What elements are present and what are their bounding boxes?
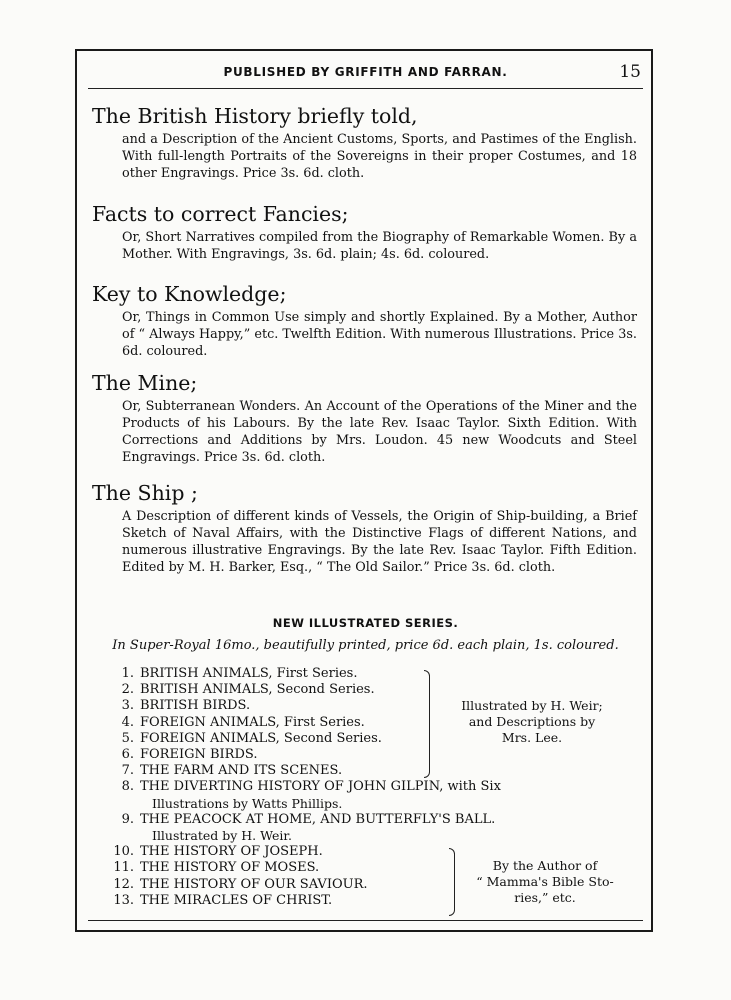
- entry-the-mine: [92, 371, 637, 466]
- list-item: 9. THE PEACOCK AT HOME, AND BUTTERFLY'S BALL. Illustrated by H. Weir.: [108, 812, 638, 844]
- brace-icon: [449, 848, 455, 916]
- list-item: 11. THE HISTORY OF MOSES.: [113, 860, 320, 876]
- brace-icon: [424, 670, 430, 778]
- page-number: 15: [619, 62, 641, 82]
- entry-facts-to-correct-fancies: [92, 202, 637, 263]
- list-item: 13. THE MIRACLES OF CHRIST.: [113, 892, 333, 908]
- entry-title: The Ship ;: [92, 481, 198, 505]
- series-author-note: By the Author of “ Mamma's Bible Sto- ries,” etc.: [476, 858, 614, 905]
- list-item: 10. THE HISTORY OF JOSEPH.: [113, 844, 323, 860]
- list-item-continuation: Illustrations by Watts Phillips.: [152, 795, 343, 811]
- publisher-heading: PUBLISHED BY GRIFFITH AND FARRAN.: [223, 65, 508, 79]
- entry-title: The British History briefly told,: [92, 104, 418, 128]
- list-item: 2. BRITISH ANIMALS, Second Series.: [121, 682, 375, 698]
- list-item: 7. THE FARM AND ITS SCENES.: [121, 763, 343, 779]
- entry-the-ship: [92, 481, 637, 576]
- list-item-continuation: Illustrated by H. Weir.: [152, 827, 292, 843]
- entry-description: Or, Short Narratives compiled from the Biography of Remarkable Women. By a Mother. With Engravings, 3s. 6d. plain; 4s. 6d. coloured.: [122, 230, 637, 262]
- entry-title: Facts to correct Fancies;: [92, 202, 349, 226]
- header-rule: [88, 88, 643, 89]
- entry-description: and a Description of the Ancient Customs, Sports, and Pastimes of the English. With full-length Portraits of the Sovereigns in their proper Costumes, and 18 other Engravings. Price 3s. 6d. cloth.: [122, 132, 637, 181]
- entry-title: The Mine;: [92, 371, 198, 395]
- entry-title: Key to Knowledge;: [92, 282, 287, 306]
- entry-description: Or, Things in Common Use simply and shortly Explained. By a Mother, Author of “ Always Happy,” etc. Twelfth Edition. With numerous Illustrations. Price 3s. 6d. coloured.: [122, 310, 637, 359]
- list-item: 4. FOREIGN ANIMALS, First Series.: [121, 714, 365, 730]
- series-illustrator-note: Illustrated by H. Weir; and Descriptions by Mrs. Lee.: [461, 698, 603, 745]
- list-item: 3. BRITISH BIRDS.: [121, 698, 251, 714]
- series-subtitle: In Super-Royal 16mo., beautifully printed, price 6d. each plain, 1s. coloured.: [112, 638, 619, 653]
- entry-key-to-knowledge: [92, 282, 637, 360]
- footer-rule: [88, 920, 643, 921]
- entry-description: A Description of different kinds of Vessels, the Origin of Ship-building, a Brief Sketch of Naval Affairs, with the Distinctive Flags of different Nations, and numerous illustrative Engravings. By the late Rev. Isaac Taylor. Fifth Edition. Edited by M. H. Barker, Esq., “ The Old Sailor.” Price 3s. 6d. cloth.: [122, 509, 637, 575]
- page-header: [88, 62, 643, 84]
- entry-description: Or, Subterranean Wonders. An Account of the Operations of the Miner and the Products of his Labours. By the late Rev. Isaac Taylor. Sixth Edition. With Corrections and Additions by Mrs. Loudon. 45 new Woodcuts and Steel Engravings. Price 3s. 6d. cloth.: [122, 399, 637, 465]
- entry-british-history: [92, 104, 637, 182]
- list-item: 8. THE DIVERTING HISTORY OF JOHN GILPIN, with Six Illustrations by Watts Phillips.: [108, 779, 638, 811]
- list-item: 12. THE HISTORY OF OUR SAVIOUR.: [113, 876, 368, 892]
- series-heading: NEW ILLUSTRATED SERIES.: [272, 616, 459, 630]
- list-item: 6. FOREIGN BIRDS.: [121, 746, 258, 762]
- list-item: 1. BRITISH ANIMALS, First Series.: [121, 666, 358, 681]
- list-item: 5. FOREIGN ANIMALS, Second Series.: [121, 730, 382, 746]
